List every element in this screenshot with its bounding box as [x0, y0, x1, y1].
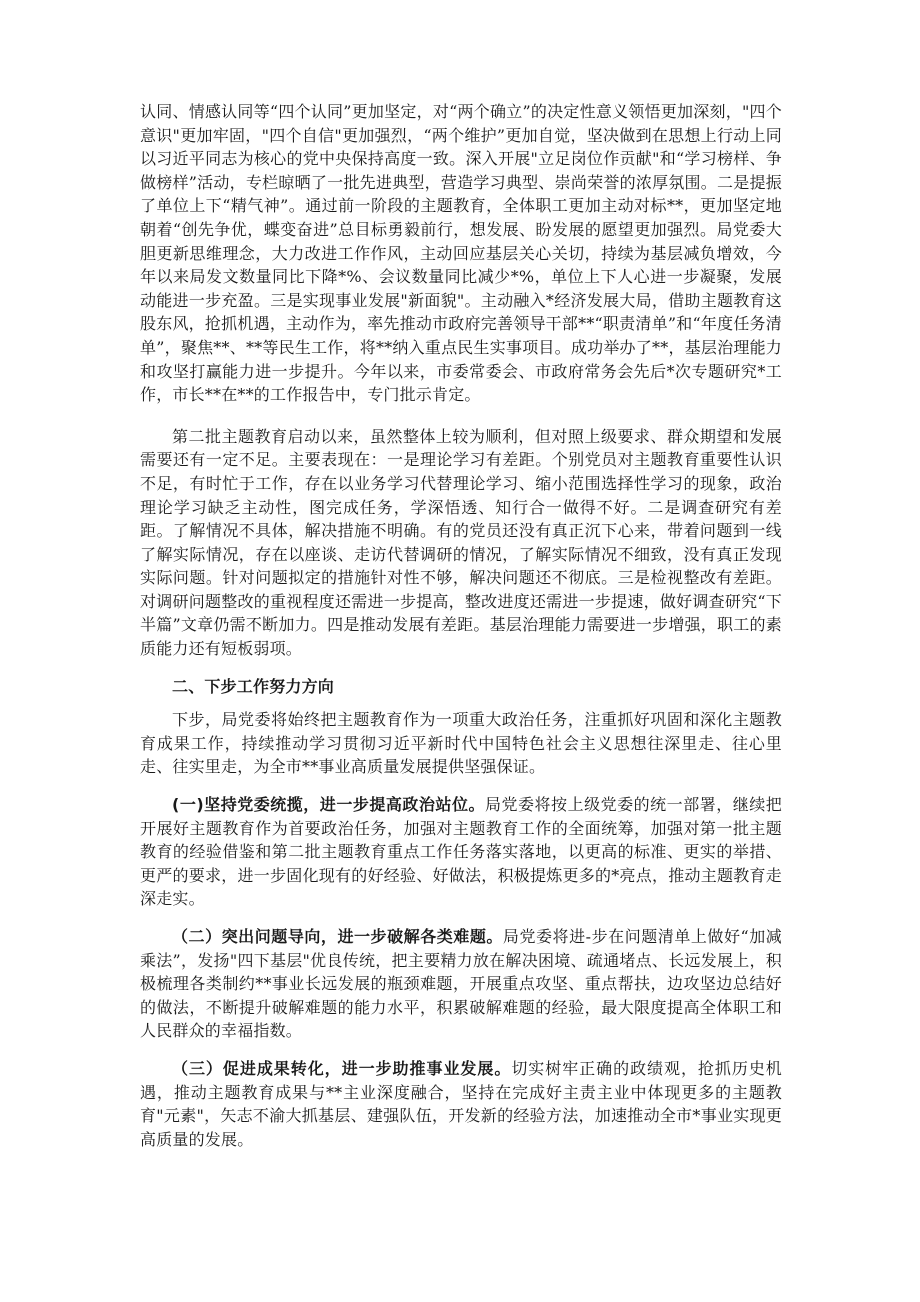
paragraph-next-steps-intro: 下步，局党委将始终把主题教育作为一项重大政治任务，注重抓好巩固和深化主题教育成果工作，持续推动学习贯彻习近平新时代中国特色社会主义思想往深里走、往心里走、往实里走，为全市**事业高质量发展提供坚强保证。: [140, 710, 782, 777]
item-2-body: 局党委将进-步在问题清单上做好“加减乘法”，发扬"四下基层"优良传统，把主要精力放在解决困境、疏通堵点、长远发展上，积极梳理各类制约**事业长远发展的瓶颈难题，开展重点攻坚、重点帮扶，边攻坚边总结好的做法，不断提升破解难题的能力水平，积累破解难题的经验，最大限度提高全体职工和人民群众的幸福指数。: [140, 927, 782, 1041]
item-3-body: 切实树牢正确的政绩观，抢抓历史机遇，推动主题教育成果与**主业深度融合，坚持在完成好主责主业中体现更多的主题教育"元素"，矢志不渝大抓基层、建强队伍，开发新的经验方法，加速推动全市*事业实现更高质量的发展。: [140, 1058, 782, 1149]
item-1-lead: (一)坚持党委统揽，进一步提高政治站位。: [172, 795, 485, 815]
item-3-lead: （三）促进成果转化，进一步助推事业发展。: [172, 1058, 512, 1078]
item-3-paragraph: [140, 1057, 782, 1151]
item-2-paragraph: [140, 925, 782, 1043]
item-2-lead: （二）突出问题导向，进一步破解各类难题。: [172, 927, 503, 946]
paragraph-shortcomings: 第二批主题教育启动以来，虽然整体上较为顺利，但对照上级要求、群众期望和发展需要还有一定不足。主要表现在：一是理论学习有差距。个别党员对主题教育重要性认识不足，有时忙于工作，存在以业务学习代替理论学习、缩小范围选择性学习的现象，政治理论学习缺乏主动性，图完成任务，学深悟透、知行合一做得不好。二是调查研究有差距。了解情况不具体，解决措施不明确。有的党员还没有真正沉下心来，带着问题到一线了解实际情况，存在以座谈、走访代替调研的情况，了解实际情况不细致，没有真正发现实际问题。针对问题拟定的措施针对性不够，解决问题还不彻底。三是检视整改有差距。对调研问题整改的重视程度还需进一步提高，整改进度还需进一步提速，做好调查研究“下半篇”文章仍需不断加力。四是推动发展有差距。基层治理能力需要进一步增强，职工的素质能力还有短板弱项。: [140, 426, 782, 659]
paragraph-achievements-continued: 认同、情感认同等“四个认同”更加坚定，对“两个确立”的决定性意义领悟更加深刻，"四个意识"更加牢固，"四个自信"更加强烈，“两个维护”更加自觉，坚决做到在思想上行动上同以习近平同志为核心的党中央保持高度一致。深入开展"立足岗位作贡献"和“学习榜样、争做榜样”活动，专栏晾晒了一批先进典型，营造学习典型、崇尚荣誉的浓厚氛围。二是提振了单位上下“精气神”。通过前一阶段的主题教育，全体职工更加主动对标**，更加坚定地朝着“创先争优，蝶变奋进”总目标勇毅前行，想发展、盼发展的愿望更加强烈。局党委大胆更新思维理念，大力改进工作作风，主动回应基层关心关切，持续为基层减负增效，今年以来局发文数量同比下降*%、会议数量同比减少*%，单位上下人心进一步凝聚，发展动能进一步充盈。三是实现事业发展"新面貌"。主动融入*经济发展大局，借助主题教育这股东风，抢抓机遇，主动作为，率先推动市政府完善领导干部**“职责清单”和“年度任务清单”，聚焦**、**等民生工作，将**纳入重点民生实事项目。成功举办了**，基层治理能力和攻坚打赢能力进一步提升。今年以来，市委常委会、市政府常务会先后*次专题研究*工作，市长**在**的工作报告中，专门批示肯定。: [140, 102, 782, 405]
item-1-paragraph: [140, 793, 782, 911]
section-heading: 二、下步工作努力方向: [172, 676, 335, 696]
document-page: [140, 100, 782, 1151]
item-1-body: 局党委将按上级党委的统一部署，继续把开展好主题教育作为首要政治任务，加强对主题教育工作的全面统筹，加强对第一批主题教育的经验借鉴和第二批主题教育重点工作任务落实落地，以更高的标准、更实的举措、更严的要求，进一步固化现有的好经验、好做法，积极提炼更多的*亮点，推动主题教育走深走实。: [140, 795, 782, 909]
